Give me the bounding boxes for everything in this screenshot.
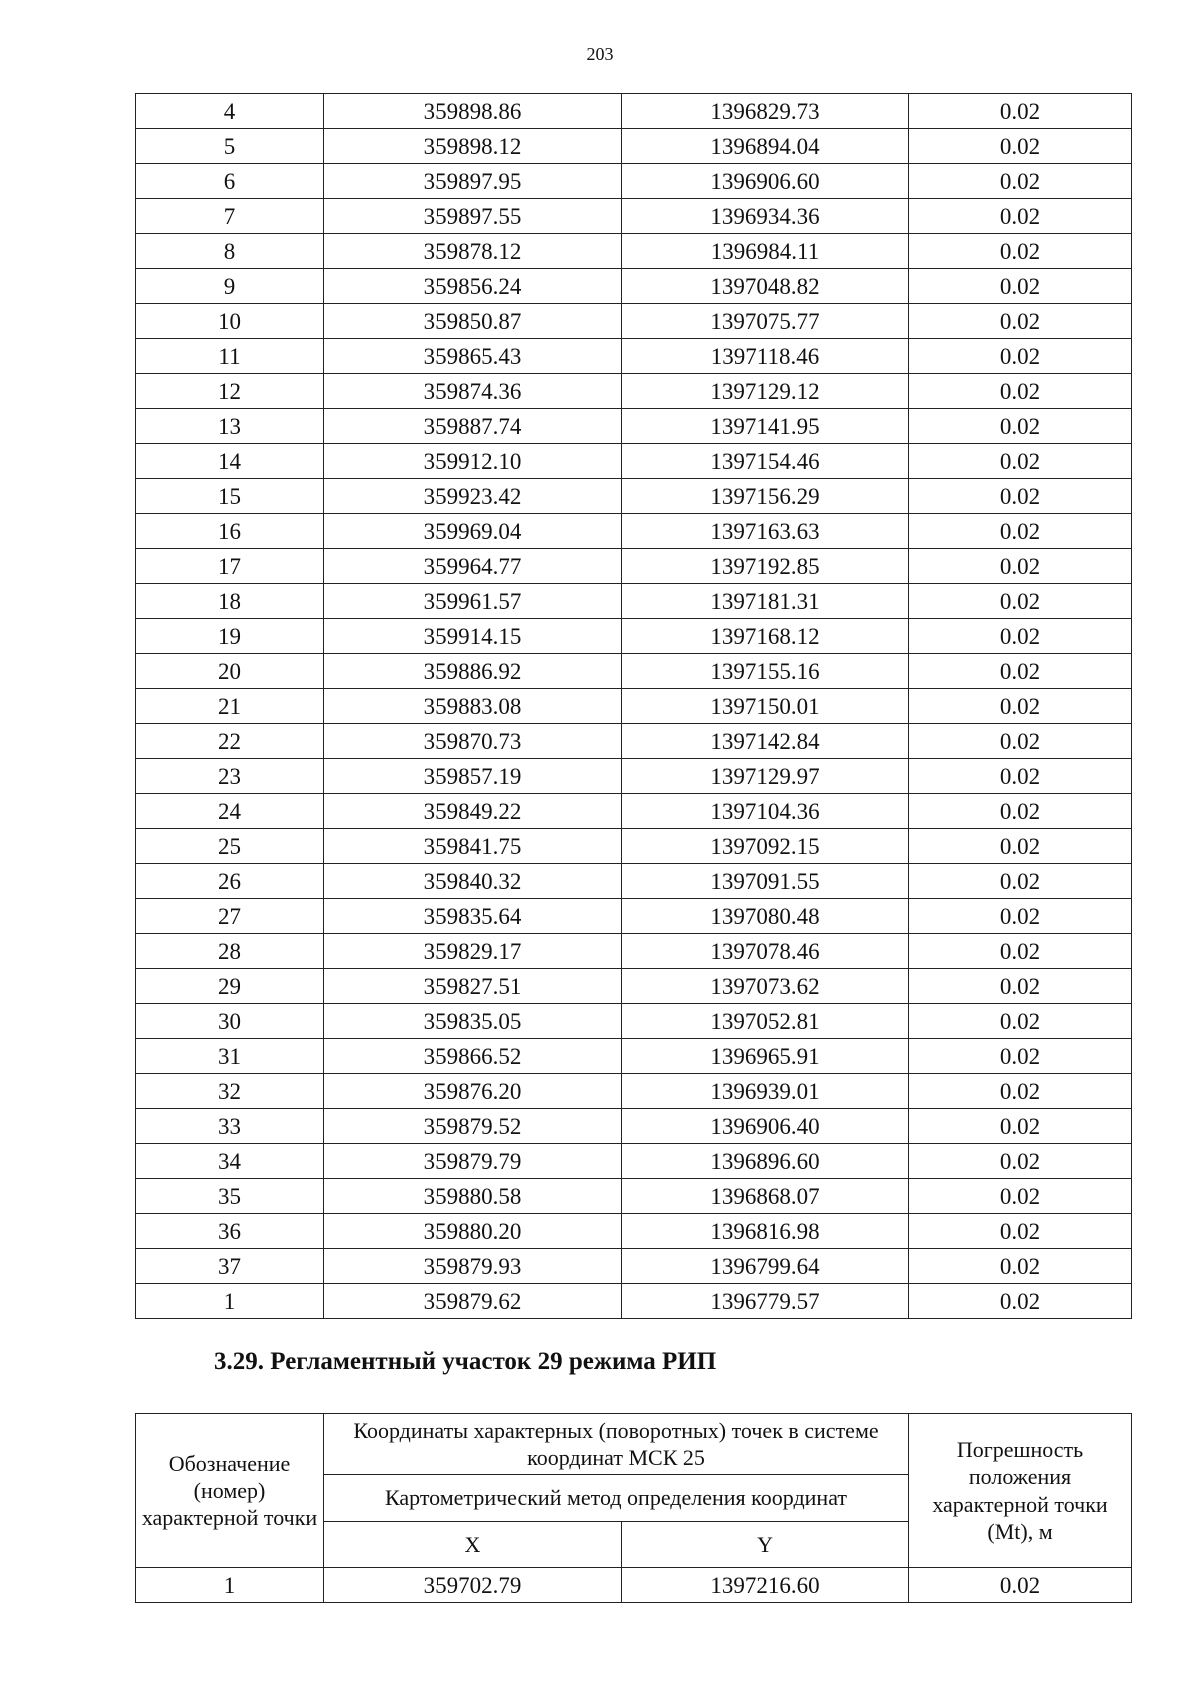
point-number-cell: 6 [136, 164, 324, 199]
point-number-cell: 37 [136, 1249, 324, 1284]
page-number: 203 [586, 44, 614, 64]
table-row [136, 409, 1132, 444]
table-row [136, 479, 1132, 514]
table-row [136, 1039, 1132, 1074]
y-coordinate-cell: 1397156.29 [622, 479, 909, 514]
accuracy-cell: 0.02 [909, 1568, 1132, 1603]
x-coordinate-cell: 359827.51 [324, 969, 622, 1004]
table-row [136, 304, 1132, 339]
x-coordinate-cell: 359898.12 [324, 129, 622, 164]
point-number-cell: 16 [136, 514, 324, 549]
x-coordinate-cell: 359878.12 [324, 234, 622, 269]
table-row [136, 339, 1132, 374]
x-coordinate-cell: 359829.17 [324, 934, 622, 969]
table-row [136, 234, 1132, 269]
accuracy-cell: 0.02 [909, 829, 1132, 864]
point-number-cell: 18 [136, 584, 324, 619]
y-coordinate-cell: 1397142.84 [622, 724, 909, 759]
y-coordinate-cell: 1396894.04 [622, 129, 909, 164]
point-number-cell: 29 [136, 969, 324, 1004]
accuracy-cell: 0.02 [909, 899, 1132, 934]
x-coordinate-cell: 359850.87 [324, 304, 622, 339]
y-coordinate-cell: 1396906.60 [622, 164, 909, 199]
table-row [136, 724, 1132, 759]
x-coordinate-cell: 359879.93 [324, 1249, 622, 1284]
accuracy-cell: 0.02 [909, 164, 1132, 199]
accuracy-cell: 0.02 [909, 549, 1132, 584]
y-coordinate-cell: 1397129.97 [622, 759, 909, 794]
accuracy-cell: 0.02 [909, 584, 1132, 619]
x-coordinate-cell: 359840.32 [324, 864, 622, 899]
accuracy-cell: 0.02 [909, 199, 1132, 234]
accuracy-cell: 0.02 [909, 409, 1132, 444]
accuracy-cell: 0.02 [909, 724, 1132, 759]
y-coordinate-cell: 1397080.48 [622, 899, 909, 934]
x-coordinate-cell: 359879.62 [324, 1284, 622, 1319]
point-number-cell: 28 [136, 934, 324, 969]
table-row [136, 269, 1132, 304]
header-method: Картометрический метод определения координат [324, 1475, 909, 1522]
y-coordinate-cell: 1397129.12 [622, 374, 909, 409]
section-heading: 3.29. Регламентный участок 29 режима РИП [214, 1348, 717, 1375]
accuracy-cell: 0.02 [909, 1179, 1132, 1214]
x-coordinate-cell: 359865.43 [324, 339, 622, 374]
y-coordinate-cell: 1396939.01 [622, 1074, 909, 1109]
y-coordinate-cell: 1397154.46 [622, 444, 909, 479]
x-coordinate-cell: 359870.73 [324, 724, 622, 759]
x-coordinate-cell: 359879.52 [324, 1109, 622, 1144]
y-coordinate-cell: 1397073.62 [622, 969, 909, 1004]
accuracy-cell: 0.02 [909, 1039, 1132, 1074]
accuracy-cell: 0.02 [909, 339, 1132, 374]
y-coordinate-cell: 1397048.82 [622, 269, 909, 304]
x-coordinate-cell: 359923.42 [324, 479, 622, 514]
table-row [136, 1004, 1132, 1039]
table-row [136, 549, 1132, 584]
x-coordinate-cell: 359876.20 [324, 1074, 622, 1109]
table-row [136, 969, 1132, 1004]
header-point-designation: Обозначение (номер) характерной точки [136, 1414, 324, 1568]
y-coordinate-cell: 1396934.36 [622, 199, 909, 234]
point-number-cell: 10 [136, 304, 324, 339]
x-coordinate-cell: 359883.08 [324, 689, 622, 724]
y-coordinate-cell: 1397141.95 [622, 409, 909, 444]
x-coordinate-cell: 359914.15 [324, 619, 622, 654]
table-row [136, 1568, 1132, 1603]
x-coordinate-cell: 359880.20 [324, 1214, 622, 1249]
accuracy-cell: 0.02 [909, 759, 1132, 794]
y-coordinate-cell: 1396896.60 [622, 1144, 909, 1179]
header-coordinates-title: Координаты характерных (поворотных) точек в системе координат МСК 25 [324, 1414, 909, 1475]
x-coordinate-cell: 359849.22 [324, 794, 622, 829]
point-number-cell: 9 [136, 269, 324, 304]
y-coordinate-cell: 1397078.46 [622, 934, 909, 969]
x-coordinate-cell: 359835.05 [324, 1004, 622, 1039]
y-coordinate-cell: 1397118.46 [622, 339, 909, 374]
x-coordinate-cell: 359887.74 [324, 409, 622, 444]
point-number-cell: 23 [136, 759, 324, 794]
table-row [136, 374, 1132, 409]
point-number-cell: 27 [136, 899, 324, 934]
accuracy-cell: 0.02 [909, 969, 1132, 1004]
y-coordinate-cell: 1396799.64 [622, 1249, 909, 1284]
y-coordinate-cell: 1396965.91 [622, 1039, 909, 1074]
y-coordinate-cell: 1396779.57 [622, 1284, 909, 1319]
accuracy-cell: 0.02 [909, 269, 1132, 304]
accuracy-cell: 0.02 [909, 1214, 1132, 1249]
point-number-cell: 36 [136, 1214, 324, 1249]
y-coordinate-cell: 1397163.63 [622, 514, 909, 549]
accuracy-cell: 0.02 [909, 864, 1132, 899]
coordinates-table [135, 93, 1132, 1319]
y-coordinate-cell: 1397192.85 [622, 549, 909, 584]
table-row [136, 584, 1132, 619]
y-coordinate-cell: 1396868.07 [622, 1179, 909, 1214]
x-coordinate-cell: 359898.86 [324, 94, 622, 129]
table-row [136, 934, 1132, 969]
y-coordinate-cell: 1396816.98 [622, 1214, 909, 1249]
header-accuracy: Погрешность положения характерной точки (Mt), м [909, 1414, 1132, 1568]
y-coordinate-cell: 1397155.16 [622, 654, 909, 689]
table-row [136, 1074, 1132, 1109]
point-number-cell: 31 [136, 1039, 324, 1074]
table-header-row [136, 1414, 1132, 1475]
x-coordinate-cell: 359835.64 [324, 899, 622, 934]
y-coordinate-cell: 1397092.15 [622, 829, 909, 864]
table-row [136, 654, 1132, 689]
x-coordinate-cell: 359961.57 [324, 584, 622, 619]
point-number-cell: 19 [136, 619, 324, 654]
x-coordinate-cell: 359874.36 [324, 374, 622, 409]
accuracy-cell: 0.02 [909, 1004, 1132, 1039]
x-coordinate-cell: 359841.75 [324, 829, 622, 864]
y-coordinate-cell: 1397181.31 [622, 584, 909, 619]
y-coordinate-cell: 1397052.81 [622, 1004, 909, 1039]
y-coordinate-cell: 1397091.55 [622, 864, 909, 899]
table-row [136, 129, 1132, 164]
point-number-cell: 26 [136, 864, 324, 899]
x-coordinate-cell: 359912.10 [324, 444, 622, 479]
point-number-cell: 11 [136, 339, 324, 374]
accuracy-cell: 0.02 [909, 1074, 1132, 1109]
x-coordinate-cell: 359880.58 [324, 1179, 622, 1214]
point-number-cell: 30 [136, 1004, 324, 1039]
table-row [136, 1179, 1132, 1214]
table-row [136, 1284, 1132, 1319]
x-coordinate-cell: 359879.79 [324, 1144, 622, 1179]
table-row [136, 94, 1132, 129]
point-number-cell: 25 [136, 829, 324, 864]
accuracy-cell: 0.02 [909, 129, 1132, 164]
point-number-cell: 35 [136, 1179, 324, 1214]
y-coordinate-cell: 1397150.01 [622, 689, 909, 724]
y-coordinate-cell: 1396906.40 [622, 1109, 909, 1144]
accuracy-cell: 0.02 [909, 689, 1132, 724]
header-y: Y [622, 1522, 909, 1568]
accuracy-cell: 0.02 [909, 1284, 1132, 1319]
y-coordinate-cell: 1396829.73 [622, 94, 909, 129]
table-row [136, 829, 1132, 864]
point-number-cell: 15 [136, 479, 324, 514]
table-row [136, 1144, 1132, 1179]
accuracy-cell: 0.02 [909, 304, 1132, 339]
point-number-cell: 13 [136, 409, 324, 444]
x-coordinate-cell: 359969.04 [324, 514, 622, 549]
accuracy-cell: 0.02 [909, 234, 1132, 269]
accuracy-cell: 0.02 [909, 1109, 1132, 1144]
point-number-cell: 21 [136, 689, 324, 724]
table-row [136, 619, 1132, 654]
accuracy-cell: 0.02 [909, 654, 1132, 689]
accuracy-cell: 0.02 [909, 934, 1132, 969]
x-coordinate-cell: 359857.19 [324, 759, 622, 794]
table-row [136, 444, 1132, 479]
accuracy-cell: 0.02 [909, 1249, 1132, 1284]
point-number-cell: 22 [136, 724, 324, 759]
point-number-cell: 12 [136, 374, 324, 409]
y-coordinate-cell: 1397104.36 [622, 794, 909, 829]
x-coordinate-cell: 359856.24 [324, 269, 622, 304]
x-coordinate-cell: 359897.95 [324, 164, 622, 199]
x-coordinate-cell: 359866.52 [324, 1039, 622, 1074]
point-number-cell: 33 [136, 1109, 324, 1144]
x-coordinate-cell: 359702.79 [324, 1568, 622, 1603]
x-coordinate-cell: 359897.55 [324, 199, 622, 234]
x-coordinate-cell: 359886.92 [324, 654, 622, 689]
point-number-cell: 20 [136, 654, 324, 689]
table-row [136, 689, 1132, 724]
y-coordinate-cell: 1397075.77 [622, 304, 909, 339]
y-coordinate-cell: 1397168.12 [622, 619, 909, 654]
accuracy-cell: 0.02 [909, 94, 1132, 129]
point-number-cell: 8 [136, 234, 324, 269]
point-number-cell: 4 [136, 94, 324, 129]
table-row [136, 199, 1132, 234]
accuracy-cell: 0.02 [909, 374, 1132, 409]
point-number-cell: 1 [136, 1568, 324, 1603]
point-number-cell: 34 [136, 1144, 324, 1179]
header-x: X [324, 1522, 622, 1568]
accuracy-cell: 0.02 [909, 514, 1132, 549]
accuracy-cell: 0.02 [909, 479, 1132, 514]
point-number-cell: 24 [136, 794, 324, 829]
y-coordinate-cell: 1396984.11 [622, 234, 909, 269]
table-row [136, 514, 1132, 549]
coordinates-table-section-29 [135, 1413, 1132, 1603]
accuracy-cell: 0.02 [909, 444, 1132, 479]
x-coordinate-cell: 359964.77 [324, 549, 622, 584]
table-row [136, 794, 1132, 829]
point-number-cell: 14 [136, 444, 324, 479]
table-row [136, 899, 1132, 934]
table-row [136, 164, 1132, 199]
point-number-cell: 5 [136, 129, 324, 164]
y-coordinate-cell: 1397216.60 [622, 1568, 909, 1603]
point-number-cell: 32 [136, 1074, 324, 1109]
table-row [136, 759, 1132, 794]
point-number-cell: 1 [136, 1284, 324, 1319]
point-number-cell: 17 [136, 549, 324, 584]
table-row [136, 1249, 1132, 1284]
table-row [136, 1214, 1132, 1249]
accuracy-cell: 0.02 [909, 1144, 1132, 1179]
accuracy-cell: 0.02 [909, 619, 1132, 654]
table-row [136, 864, 1132, 899]
accuracy-cell: 0.02 [909, 794, 1132, 829]
point-number-cell: 7 [136, 199, 324, 234]
table-row [136, 1109, 1132, 1144]
